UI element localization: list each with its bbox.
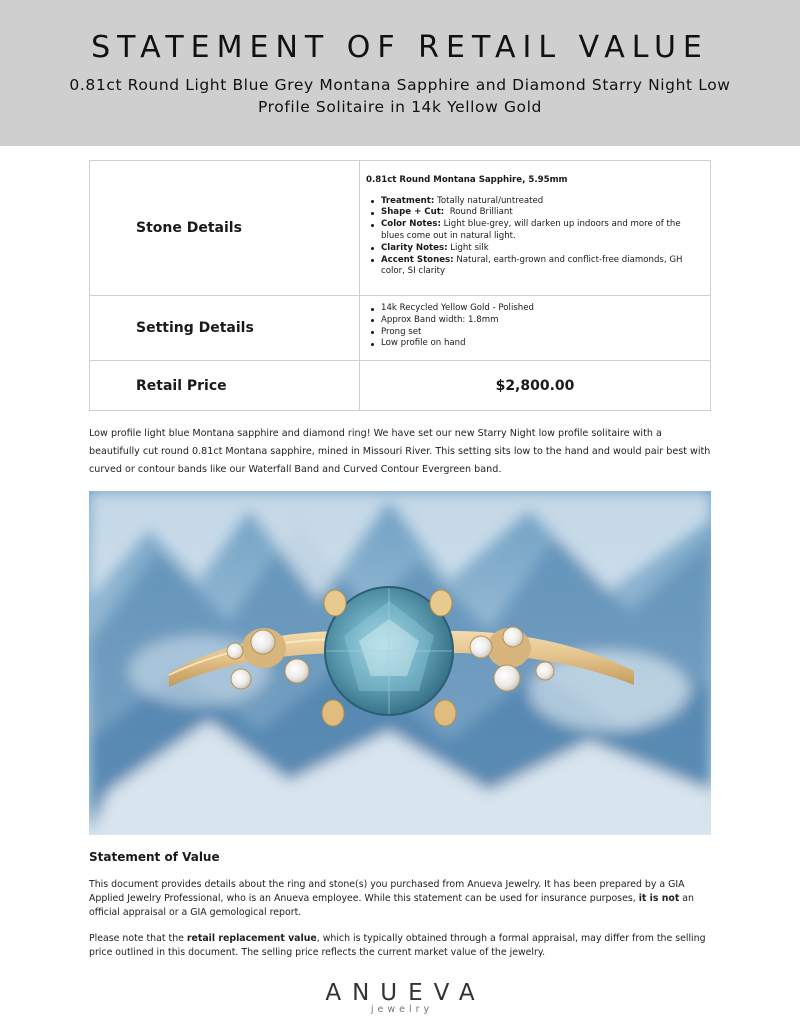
stone-detail-item: Clarity Notes: Light silk — [366, 243, 700, 255]
setting-detail-item: Prong set — [366, 327, 700, 339]
ring-photo — [89, 491, 711, 835]
retail-price-label: Retail Price — [90, 361, 360, 411]
retail-price-value: $2,800.00 — [360, 361, 711, 411]
stone-detail-list — [366, 196, 700, 279]
anueva-logo — [300, 980, 500, 1015]
logo-wordmark: ANUEVA — [325, 980, 486, 1006]
setting-detail-list — [366, 303, 700, 350]
document-title: STATEMENT OF RETAIL VALUE — [91, 30, 709, 65]
setting-detail-item: Low profile on hand — [366, 338, 700, 350]
stone-detail-item: Shape + Cut: Round Brilliant — [366, 207, 700, 219]
retail-price-row — [90, 361, 711, 411]
details-table — [89, 160, 711, 411]
setting-details-info — [360, 296, 711, 361]
statement-paragraph-1: This document provides details about the ring and stone(s) you purchased from Anueva Jewelry. It has been prepared by a GIA Applied Jewelry Professional, who is an Anueva employee. While this statement can be used for insurance purposes, it is not an official appraisal or a GIA gemological report. — [89, 879, 694, 918]
ring-photo-image — [89, 491, 711, 835]
setting-details-label: Setting Details — [90, 296, 360, 361]
stone-details-label: Stone Details — [90, 161, 360, 296]
statement-paragraph-2: Please note that the retail replacement value, which is typically obtained through a formal appraisal, may differ from the selling price outlined in this document. The selling price reflects the current market value of the jewelry. — [89, 933, 706, 958]
stone-heading: 0.81ct Round Montana Sapphire, 5.95mm — [366, 174, 568, 185]
product-description: Low profile light blue Montana sapphire and diamond ring! We have set our new Starry Night low profile solitaire with a beautifully cut round 0.81ct Montana sapphire, mined in Missouri River. This setting sits low to the hand and would pair best with curved or contour bands like our Waterfall Band and Curved Contour Evergreen band. — [89, 428, 711, 475]
title-banner — [0, 0, 800, 146]
product-name: 0.81ct Round Light Blue Grey Montana Sapphire and Diamond Starry Night Low Profile Solitaire in 14k Yellow Gold — [69, 76, 731, 116]
setting-details-row — [90, 296, 711, 361]
stone-detail-item: Color Notes: Light blue-grey, will darken up indoors and more of the blues come out in natural light. — [366, 219, 700, 243]
stone-details-info — [360, 161, 711, 296]
stone-detail-item: Accent Stones: Natural, earth-grown and conflict-free diamonds, GH color, SI clarity — [366, 255, 700, 279]
stone-detail-item: Treatment: Totally natural/untreated — [366, 196, 700, 208]
statement-of-value-heading: Statement of Value — [89, 850, 220, 864]
setting-detail-item: 14k Recycled Yellow Gold - Polished — [366, 303, 700, 315]
logo-subtitle: jewelry — [370, 1004, 434, 1015]
setting-detail-item: Approx Band width: 1.8mm — [366, 315, 700, 327]
stone-details-row — [90, 161, 711, 296]
